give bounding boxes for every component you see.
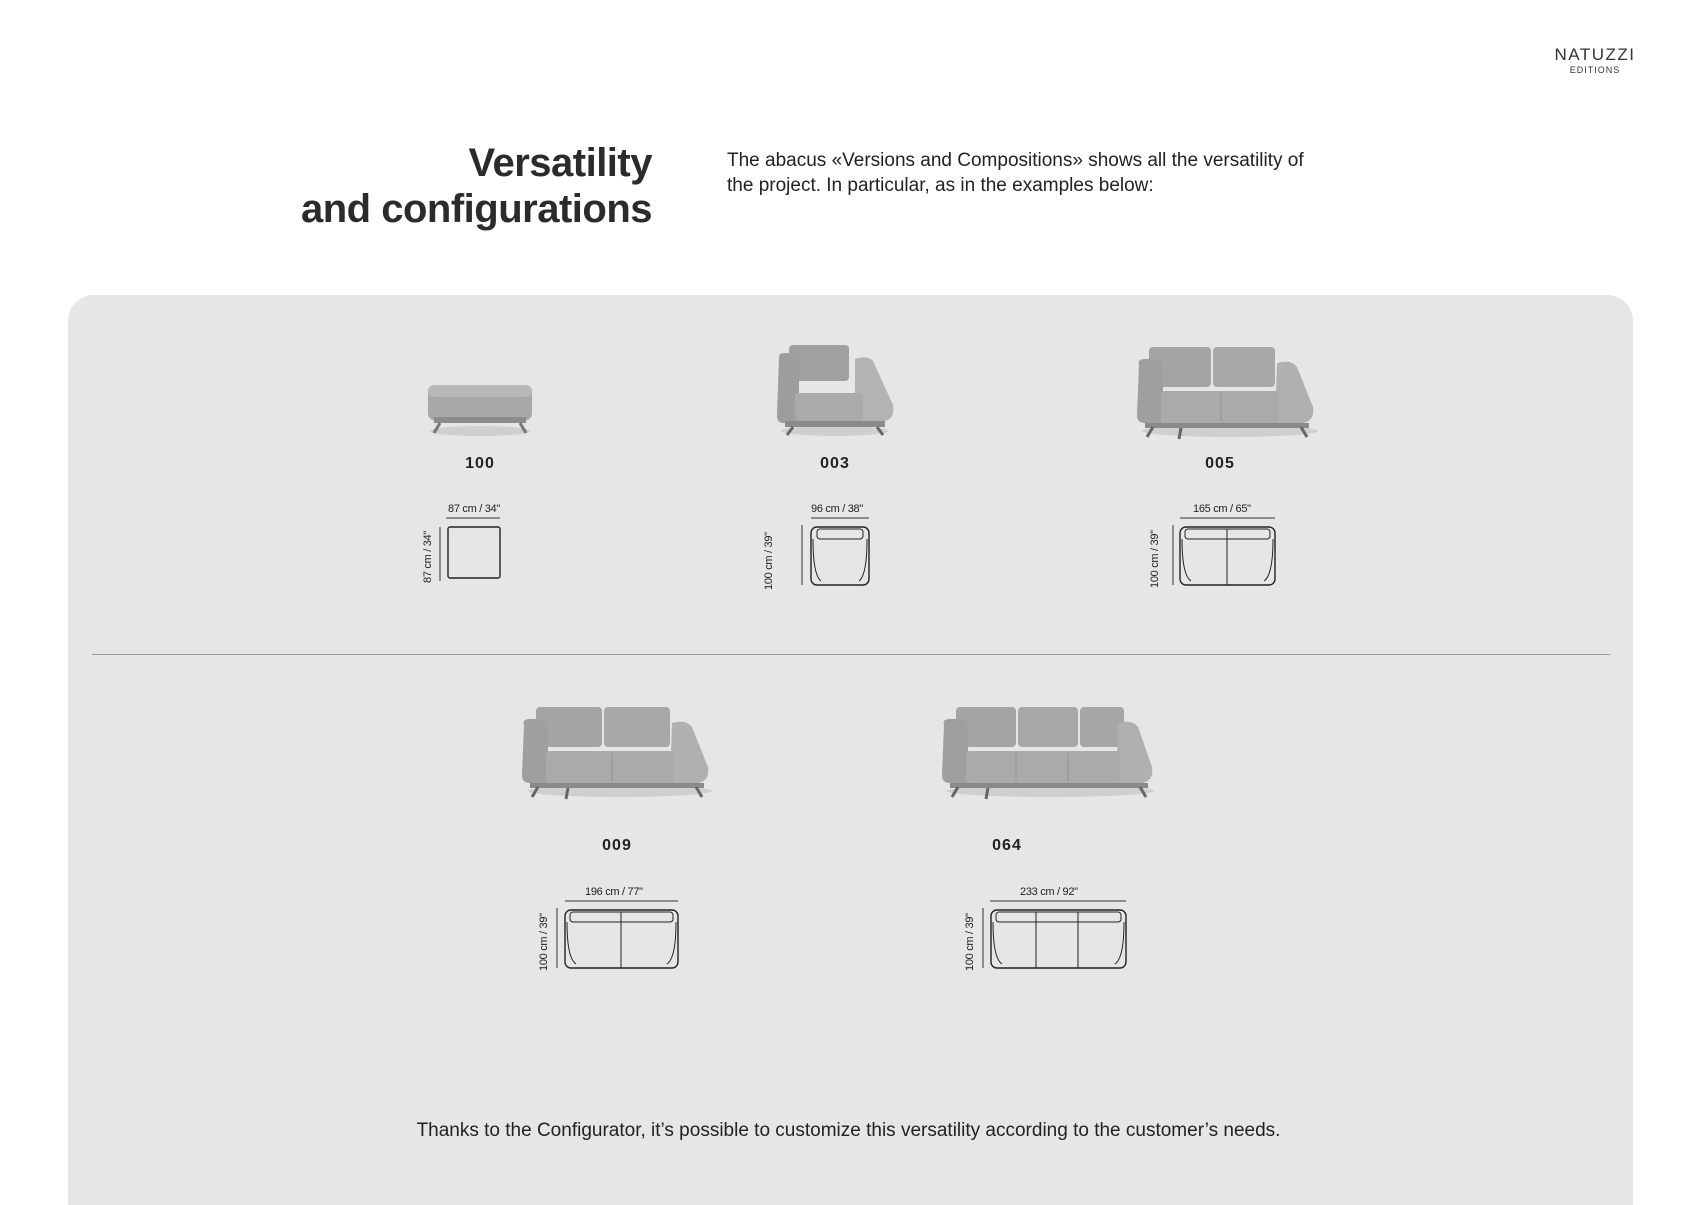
depth-dimension: 100 cm / 39" bbox=[964, 913, 976, 971]
page-title-line1: Versatility bbox=[468, 141, 652, 185]
row-divider bbox=[92, 654, 1610, 655]
two-seat-sofa-plan-icon bbox=[1135, 515, 1295, 615]
ottoman-icon bbox=[420, 345, 540, 435]
page-title-line2: and configurations bbox=[301, 187, 652, 231]
armchair-plan-icon bbox=[775, 515, 895, 615]
two-seat-large-sofa-icon bbox=[520, 705, 720, 800]
ottoman-plan-icon bbox=[420, 515, 540, 615]
intro-text: The abacus «Versions and Compositions» shows all the versatility of the project. In particular, as in the examples below: bbox=[727, 150, 1304, 196]
config-code: 100 bbox=[465, 455, 495, 472]
width-dimension: 96 cm / 38" bbox=[811, 503, 863, 515]
brand-subtitle: EDITIONS bbox=[1569, 65, 1621, 75]
armchair-icon bbox=[775, 345, 895, 435]
config-code: 064 bbox=[992, 837, 1022, 854]
config-code: 003 bbox=[820, 455, 850, 472]
depth-dimension: 87 cm / 34" bbox=[422, 531, 434, 583]
three-seat-sofa-plan-icon bbox=[940, 898, 1140, 998]
page-title bbox=[250, 140, 652, 232]
depth-dimension: 100 cm / 39" bbox=[538, 913, 550, 971]
width-dimension: 233 cm / 92" bbox=[1020, 886, 1078, 898]
footer-note: Thanks to the Configurator, it’s possible to customize this versatility according to the customer’s needs. bbox=[416, 1120, 1281, 1141]
three-seat-sofa-icon bbox=[940, 705, 1160, 800]
config-code: 005 bbox=[1205, 455, 1235, 472]
two-seat-large-sofa-plan-icon bbox=[520, 898, 700, 998]
two-seat-sofa-icon bbox=[1135, 345, 1325, 440]
width-dimension: 165 cm / 65" bbox=[1193, 503, 1251, 515]
config-code: 009 bbox=[602, 837, 632, 854]
brand-logo bbox=[1540, 46, 1650, 76]
width-dimension: 87 cm / 34" bbox=[448, 503, 500, 515]
brand-name: NATUZZI bbox=[1554, 45, 1636, 64]
depth-dimension: 100 cm / 39" bbox=[763, 532, 775, 590]
depth-dimension: 100 cm / 39" bbox=[1149, 530, 1161, 588]
width-dimension: 196 cm / 77" bbox=[585, 886, 643, 898]
